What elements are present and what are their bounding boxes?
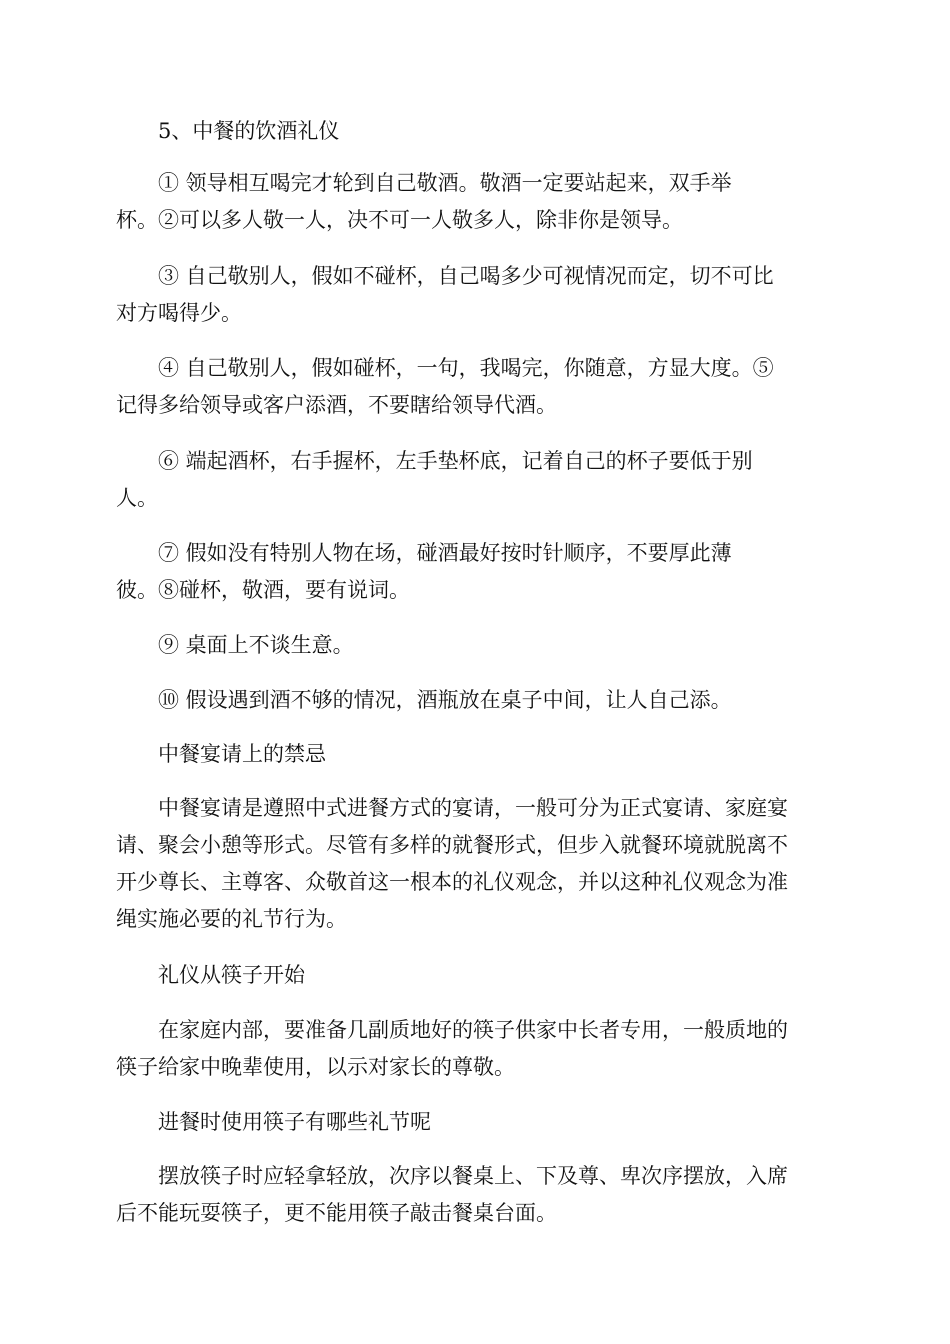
rule-item-4-line-1: ④ 自己敬别人，假如碰杯，一句，我喝完，你随意，方显大度。⑤ xyxy=(158,356,774,380)
rule-item-4 xyxy=(116,350,836,424)
rule-item-9 xyxy=(116,627,836,664)
rule-item-7-line-1: ⑦ 假如没有特别人物在场，碰酒最好按时针顺序，不要厚此薄 xyxy=(158,541,732,565)
taboo-line-4: 绳实施必要的礼节行为。 xyxy=(116,907,347,931)
chopsticks-paragraph xyxy=(116,1012,836,1086)
taboo-line-2: 请、聚会小憩等形式。尽管有多样的就餐形式，但步入就餐环境就脱离不 xyxy=(116,833,788,857)
taboo-paragraph xyxy=(116,790,836,938)
etiquette-paragraph xyxy=(116,1158,836,1232)
rule-item-7 xyxy=(116,535,836,609)
etiquette-heading: 进餐时使用筷子有哪些礼节呢 xyxy=(158,1110,431,1134)
taboo-line-3: 开少尊长、主尊客、众敬首这一根本的礼仪观念，并以这种礼仪观念为准 xyxy=(116,870,788,894)
rule-item-10-line-1: ⑩ 假设遇到酒不够的情况，酒瓶放在桌子中间，让人自己添。 xyxy=(158,688,732,712)
rule-item-6-line-2: 人。 xyxy=(116,486,158,510)
taboo-line-1: 中餐宴请是遵照中式进餐方式的宴请，一般可分为正式宴请、家庭宴 xyxy=(158,796,788,820)
rule-item-1-line-1: ① 领导相互喝完才轮到自己敬酒。敬酒一定要站起来，双手举 xyxy=(158,171,732,195)
etiquette-line-2: 后不能玩耍筷子，更不能用筷子敲击餐桌台面。 xyxy=(116,1201,557,1225)
rule-item-10 xyxy=(116,682,836,719)
rule-item-3-line-2: 对方喝得少。 xyxy=(116,301,242,325)
chopsticks-line-1: 在家庭内部，要准备几副质地好的筷子供家中长者专用，一般质地的 xyxy=(158,1018,788,1042)
rule-item-6-line-1: ⑥ 端起酒杯，右手握杯，左手垫杯底，记着自己的杯子要低于别 xyxy=(158,449,753,473)
rule-item-7-line-2: 彼。⑧碰杯，敬酒，要有说词。 xyxy=(116,578,410,602)
rule-item-9-line-1: ⑨ 桌面上不谈生意。 xyxy=(158,633,354,657)
etiquette-line-1: 摆放筷子时应轻拿轻放，次序以餐桌上、下及尊、卑次序摆放，入席 xyxy=(158,1164,788,1188)
rule-item-1-line-2: 杯。②可以多人敬一人，决不可一人敬多人，除非你是领导。 xyxy=(116,208,683,232)
rule-item-4-line-2: 记得多给领导或客户添酒，不要瞎给领导代酒。 xyxy=(116,393,557,417)
chopsticks-heading: 礼仪从筷子开始 xyxy=(158,963,305,987)
chopsticks-line-2: 筷子给家中晚辈使用，以示对家长的尊敬。 xyxy=(116,1055,515,1079)
rule-item-6 xyxy=(116,443,836,517)
rule-item-3 xyxy=(116,258,836,332)
taboo-heading: 中餐宴请上的禁忌 xyxy=(158,742,326,766)
rule-item-3-line-1: ③ 自己敬别人，假如不碰杯，自己喝多少可视情况而定，切不可比 xyxy=(158,264,774,288)
section-heading: 5、中餐的饮酒礼仪 xyxy=(158,119,340,143)
rule-item-1 xyxy=(116,165,836,239)
